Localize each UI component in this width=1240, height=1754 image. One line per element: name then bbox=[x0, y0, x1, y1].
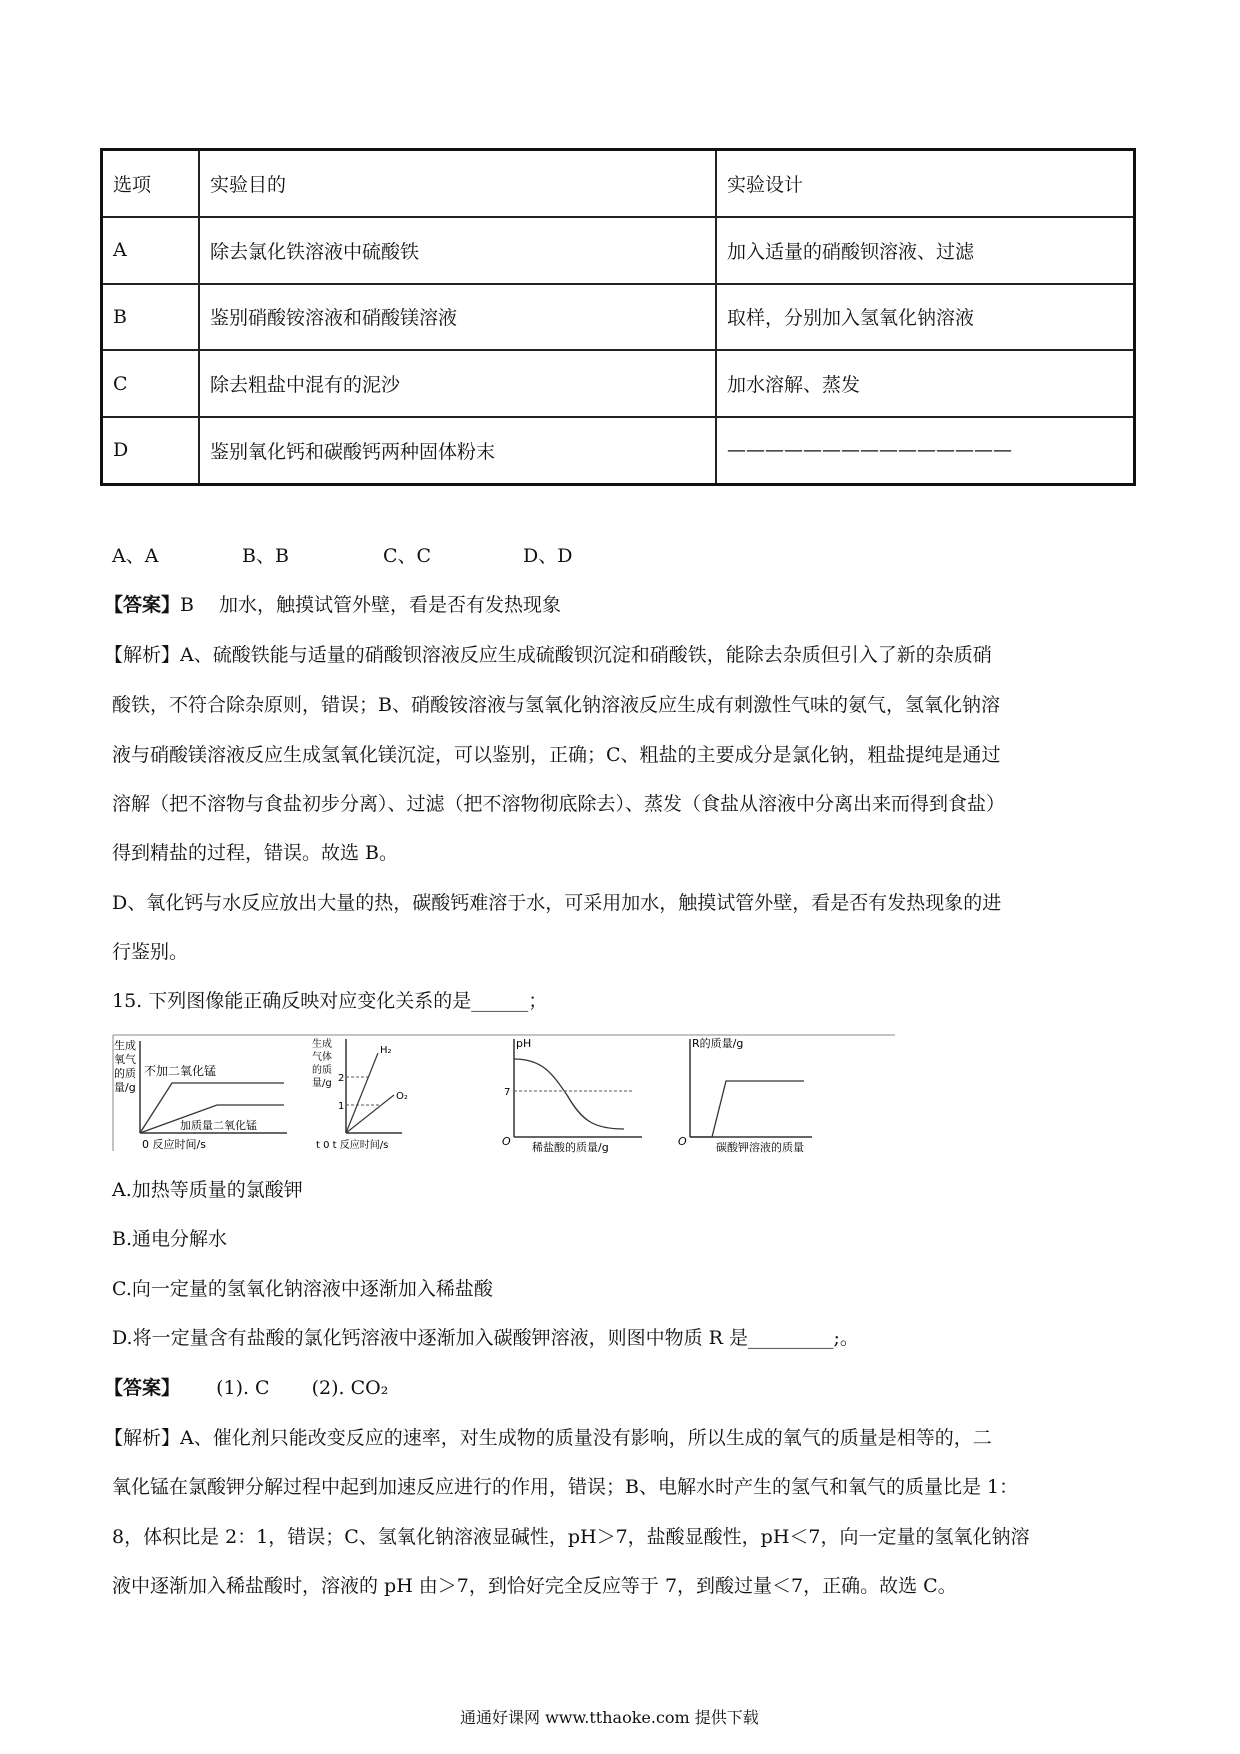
graph1-ylabel: 氧气 bbox=[114, 1053, 136, 1066]
graph1-ylabel: 生成 bbox=[114, 1039, 136, 1052]
table-header-cell: 实验设计 bbox=[716, 150, 1135, 218]
graph3-tick7: 7 bbox=[504, 1087, 511, 1098]
graph4-curve bbox=[690, 1081, 804, 1137]
graph3-xlabel: 稀盐酸的质量/g bbox=[532, 1141, 609, 1153]
table-header-cell: 选项 bbox=[102, 150, 200, 218]
graph2-ylabel: 的质 bbox=[312, 1065, 332, 1076]
graph1-label-bottom: 加质量二氧化锰 bbox=[180, 1119, 257, 1132]
table-cell: 鉴别硝酸铵溶液和硝酸镁溶液 bbox=[199, 284, 716, 351]
graph4-origin: O bbox=[678, 1135, 687, 1148]
answer-part-1: (1). C bbox=[216, 1377, 270, 1399]
question-stem: 15. 下列图像能正确反映对应变化关系的是______； bbox=[112, 990, 548, 1012]
analysis-line: 溶解（把不溶物与食盐初步分离）、过滤（把不溶物彻底除去）、蒸发（食盐从溶液中分离出来而得到食盐） bbox=[112, 793, 1006, 815]
analysis-line: 得到精盐的过程，错误。故选 B。 bbox=[112, 842, 399, 864]
table-row bbox=[102, 417, 1135, 485]
graph2-ylabel: 生成 bbox=[312, 1039, 332, 1050]
table-cell: 加入适量的硝酸钡溶液、过滤 bbox=[716, 217, 1135, 284]
table-cell: ——————————————— bbox=[716, 417, 1135, 485]
graph2-ylabel: 量/g bbox=[312, 1078, 332, 1089]
analysis-line: 液中逐渐加入稀盐酸时，溶液的 pH 由＞7，到恰好完全反应等于 7，到酸过量＜7，正确。故选 C。 bbox=[112, 1575, 957, 1597]
graph1-ylabel: 量/g bbox=[114, 1081, 136, 1094]
table-cell: 除去粗盐中混有的泥沙 bbox=[199, 350, 716, 417]
table-row bbox=[102, 217, 1135, 284]
table-cell: B bbox=[102, 284, 200, 351]
graph2-tick: 2 bbox=[338, 1073, 345, 1084]
graph3-origin: O bbox=[502, 1135, 511, 1148]
option-a: A.加热等质量的氯酸钾 bbox=[112, 1179, 303, 1201]
analysis-line: 【解析】A、硫酸铁能与适量的硝酸钡溶液反应生成硫酸钡沉淀和硝酸铁，能除去杂质但引入了新的杂质硝 bbox=[104, 644, 992, 666]
graphs-svg bbox=[112, 1033, 896, 1153]
analysis-line: 【解析】A、催化剂只能改变反应的速率，对生成物的质量没有影响，所以生成的氧气的质量是相等的，二 bbox=[104, 1427, 992, 1449]
graph3-curve bbox=[514, 1059, 624, 1129]
table-cell: 加水溶解、蒸发 bbox=[716, 350, 1135, 417]
answer-label: 【答案】 bbox=[104, 1377, 181, 1399]
graph2-o2-label: O₂ bbox=[396, 1091, 408, 1102]
graph4-xlabel: 碳酸钾溶液的质量 bbox=[716, 1141, 804, 1153]
option-b: B.通电分解水 bbox=[112, 1228, 228, 1250]
graph3-ylabel: pH bbox=[516, 1037, 532, 1050]
graph2-h2-label: H₂ bbox=[380, 1045, 392, 1056]
graph1-ylabel: 的质 bbox=[114, 1067, 136, 1080]
choice-b: B、B bbox=[242, 545, 289, 567]
analysis-line: 氧化锰在氯酸钾分解过程中起到加速反应进行的作用，错误；B、电解水时产生的氢气和氧气的质量比是 1： bbox=[112, 1476, 1019, 1498]
table-cell: C bbox=[102, 350, 200, 417]
experiment-table bbox=[100, 148, 1136, 486]
graph4-ylabel: R的质量/g bbox=[692, 1037, 744, 1050]
analysis-line: 液与硝酸镁溶液反应生成氢氧化镁沉淀，可以鉴别，正确；C、粗盐的主要成分是氯化钠，粗盐提纯是通过 bbox=[112, 744, 1001, 766]
graph2-xlabel: t 0 t 反应时间/s bbox=[316, 1140, 389, 1151]
graph-1 bbox=[114, 1038, 287, 1151]
table-cell: D bbox=[102, 417, 200, 485]
option-d: D.将一定量含有盐酸的氯化钙溶液中逐渐加入碳酸钾溶液，则图中物质 R 是_________;。 bbox=[112, 1327, 859, 1349]
table-row bbox=[102, 350, 1135, 417]
answer-label: 【答案】 bbox=[104, 594, 181, 616]
analysis-line: 行鉴别。 bbox=[112, 941, 189, 963]
answer-part-2: (2). CO₂ bbox=[311, 1377, 389, 1399]
graph-2 bbox=[312, 1037, 408, 1151]
table-cell: 鉴别氧化钙和碳酸钙两种固体粉末 bbox=[199, 417, 716, 485]
table-header-row bbox=[102, 150, 1135, 218]
graph-3 bbox=[502, 1037, 642, 1153]
choice-d: D、D bbox=[523, 545, 573, 567]
answer-line bbox=[104, 1376, 388, 1400]
graph1-xlabel: 0 反应时间/s bbox=[142, 1138, 206, 1151]
graph-4 bbox=[678, 1036, 812, 1153]
analysis-line: 8，体积比是 2：1，错误；C、氢氧化钠溶液显碱性，pH＞7，盐酸显酸性，pH＜7，向一定量的氢氧化钠溶 bbox=[112, 1526, 1030, 1548]
answer-line bbox=[104, 593, 561, 617]
graph1-label-top: 不加二氧化锰 bbox=[144, 1064, 217, 1078]
graph2-tick: 1 bbox=[338, 1101, 345, 1112]
option-c: C.向一定量的氢氧化钠溶液中逐渐加入稀盐酸 bbox=[112, 1278, 493, 1300]
choice-c: C、C bbox=[383, 545, 432, 567]
table-header-cell: 实验目的 bbox=[199, 150, 716, 218]
graphs-figure bbox=[112, 1033, 896, 1153]
table-cell: 取样，分别加入氢氧化钠溶液 bbox=[716, 284, 1135, 351]
page-footer: 通通好课网 www.tthaoke.com 提供下载 bbox=[460, 1708, 759, 1727]
graph2-ylabel: 气体 bbox=[312, 1052, 332, 1063]
table-cell: 除去氯化铁溶液中硫酸铁 bbox=[199, 217, 716, 284]
table-cell: A bbox=[102, 217, 200, 284]
analysis-line: 酸铁，不符合除杂原则，错误；B、硝酸铵溶液与氢氧化钠溶液反应生成有刺激性气味的氨气，氢氧化钠溶 bbox=[112, 694, 1000, 716]
answer-text: B 加水，触摸试管外壁，看是否有发热现象 bbox=[180, 594, 562, 616]
analysis-line: D、氧化钙与水反应放出大量的热，碳酸钙难溶于水，可采用加水，触摸试管外壁，看是否有发热现象的进 bbox=[112, 892, 1002, 914]
table-row bbox=[102, 284, 1135, 351]
choice-a: A、A bbox=[112, 545, 159, 567]
